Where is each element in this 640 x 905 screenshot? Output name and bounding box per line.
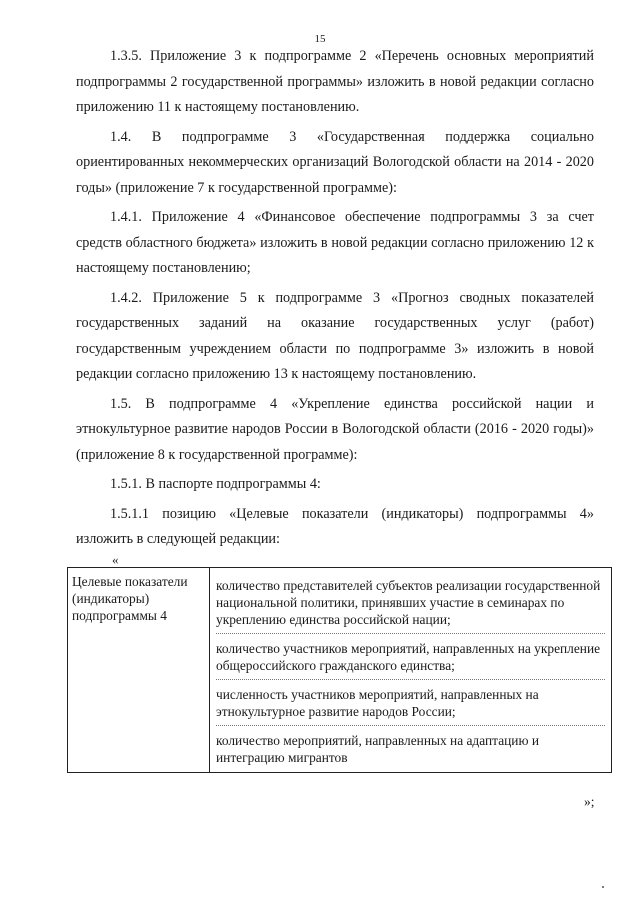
indicator-values-cell <box>210 568 612 773</box>
closing-quote-mark: »; <box>584 794 595 809</box>
scan-speck <box>602 886 604 888</box>
paragraph-1-5-1: 1.5.1. В паспорте подпрограммы 4: <box>110 476 321 492</box>
opening-quote-mark: « <box>112 552 119 567</box>
indicator-value-item: количество участников мероприятий, направленных на укрепление общероссийского гражданского единства; <box>216 634 605 680</box>
paragraph-1-4-2: 1.4.2. Приложение 5 к подпрограмме 3 «Прогноз сводных показателей государственных заданий на оказание государственных услуг (работ) государственным учреждением области по подпрограмме 3» изложить в новой редакции согласно приложению 13 к настоящему постановлению. <box>76 289 594 382</box>
table-row <box>68 568 612 773</box>
indicator-value-item: количество представителей субъектов реализации государственной национальной политики, принявших участие в семинарах по укреплению единства российской нации; <box>216 577 605 634</box>
paragraph-1-5: 1.5. В подпрограмме 4 «Укрепление единства российской нации и этнокультурное развитие народов России в Вологодской области (2016 - 2020 годы)» (приложение 8 к государственной программе): <box>76 395 594 463</box>
indicator-value-item: количество мероприятий, направленных на адаптацию и интеграцию мигрантов <box>216 733 539 765</box>
paragraph-1-4: 1.4. В подпрограмме 3 «Государственная поддержка социально ориентированных некоммерческих организаций Вологодской области на 2014 - 2020 годы» (приложение 7 к государственной программе): <box>76 128 594 196</box>
indicators-table <box>67 567 612 773</box>
indicator-value-item: численность участников мероприятий, направленных на этнокультурное развитие народов России; <box>216 680 605 726</box>
paragraph-1-5-1-1: 1.5.1.1 позицию «Целевые показатели (индикаторы) подпрограммы 4» изложить в следующей редакции: <box>76 505 594 547</box>
document-body <box>76 44 594 557</box>
paragraph-1-3-5: 1.3.5. Приложение 3 к подпрограмме 2 «Перечень основных мероприятий подпрограммы 2 государственной программы» изложить в новой редакции согласно приложению 11 к настоящему постановлению. <box>76 48 594 115</box>
indicator-label-cell: Целевые показатели (индикаторы) подпрограммы 4 <box>68 568 210 773</box>
page-number: 15 <box>314 33 326 45</box>
paragraph-1-4-1: 1.4.1. Приложение 4 «Финансовое обеспечение подпрограммы 3 за счет средств областного бюджета» изложить в новой редакции согласно приложению 12 к настоящему постановлению; <box>76 209 594 276</box>
